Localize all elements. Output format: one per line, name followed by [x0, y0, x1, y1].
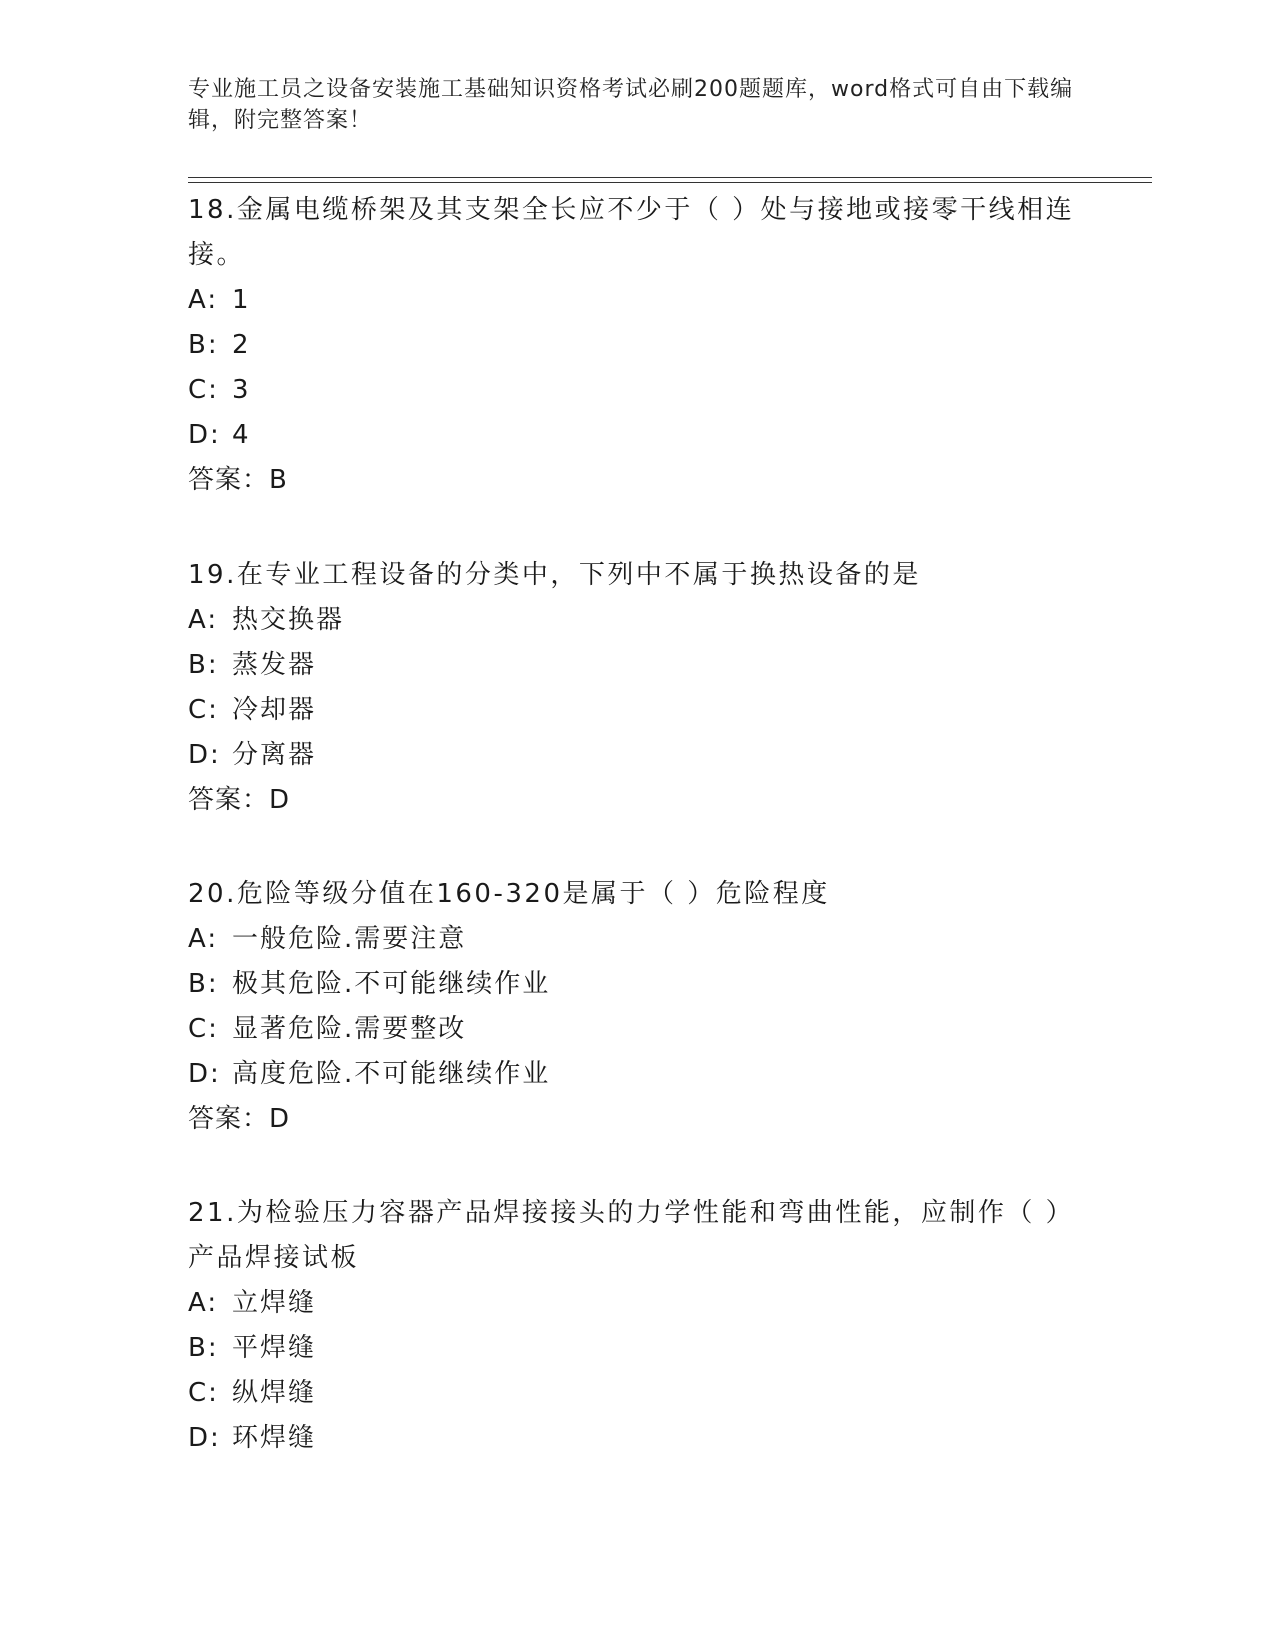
option-text: 热交换器	[232, 605, 345, 635]
option-text: 2	[232, 330, 251, 360]
answer-line: 答案：B	[188, 465, 288, 495]
option-text: 显著危险.需要整改	[232, 1014, 467, 1044]
option-text: 极其危险.不可能继续作业	[232, 969, 551, 999]
option-letter: D:	[188, 420, 221, 450]
answer-line: 答案：D	[188, 785, 291, 815]
option-a	[188, 917, 1088, 962]
question-stem: 21.为检验压力容器产品焊接接头的力学性能和弯曲性能，应制作（ ）产品焊接试板	[188, 1198, 1075, 1273]
option-text: 4	[232, 420, 251, 450]
option-letter: C:	[188, 375, 219, 405]
option-text: 高度危险.不可能继续作业	[232, 1059, 551, 1089]
option-text: 立焊缝	[232, 1288, 317, 1318]
header-divider-top	[188, 177, 1152, 178]
option-letter: A:	[188, 605, 219, 635]
option-letter: B:	[188, 650, 219, 680]
option-letter: B:	[188, 1333, 219, 1363]
option-d	[188, 1416, 1088, 1461]
option-a	[188, 598, 1088, 643]
option-letter: D:	[188, 740, 221, 770]
option-b	[188, 962, 1088, 1007]
option-letter: C:	[188, 1378, 219, 1408]
option-c	[188, 688, 1088, 733]
option-d	[188, 733, 1088, 778]
option-letter: A:	[188, 285, 219, 315]
option-letter: B:	[188, 969, 219, 999]
option-letter: C:	[188, 695, 219, 725]
question-18	[188, 188, 1088, 503]
option-a	[188, 278, 1088, 323]
option-letter: B:	[188, 330, 219, 360]
question-21	[188, 1191, 1088, 1461]
header-divider-bottom	[188, 182, 1152, 183]
option-c	[188, 1007, 1088, 1052]
answer-line: 答案：D	[188, 1104, 291, 1134]
question-stem: 18.金属电缆桥架及其支架全长应不少于（ ）处与接地或接零干线相连接。	[188, 195, 1075, 270]
option-d	[188, 1052, 1088, 1097]
option-b	[188, 323, 1088, 368]
question-20	[188, 872, 1088, 1142]
option-b	[188, 1326, 1088, 1371]
option-b	[188, 643, 1088, 688]
option-text: 3	[232, 375, 251, 405]
document-header: 专业施工员之设备安装施工基础知识资格考试必刷200题题库，word格式可自由下载编辑，附完整答案！	[188, 77, 1074, 133]
option-letter: D:	[188, 1423, 221, 1453]
option-d	[188, 413, 1088, 458]
option-text: 平焊缝	[232, 1333, 317, 1363]
option-letter: A:	[188, 1288, 219, 1318]
question-stem: 19.在专业工程设备的分类中，下列中不属于换热设备的是	[188, 560, 921, 590]
option-a	[188, 1281, 1088, 1326]
option-text: 一般危险.需要注意	[232, 924, 467, 954]
option-text: 分离器	[232, 740, 317, 770]
option-text: 环焊缝	[232, 1423, 317, 1453]
option-c	[188, 368, 1088, 413]
option-c	[188, 1371, 1088, 1416]
option-letter: C:	[188, 1014, 219, 1044]
option-text: 冷却器	[232, 695, 317, 725]
option-letter: A:	[188, 924, 219, 954]
option-letter: D:	[188, 1059, 221, 1089]
question-stem: 20.危险等级分值在160-320是属于（ ）危险程度	[188, 879, 830, 909]
option-text: 1	[232, 285, 251, 315]
question-19	[188, 553, 1088, 823]
option-text: 纵焊缝	[232, 1378, 317, 1408]
option-text: 蒸发器	[232, 650, 317, 680]
